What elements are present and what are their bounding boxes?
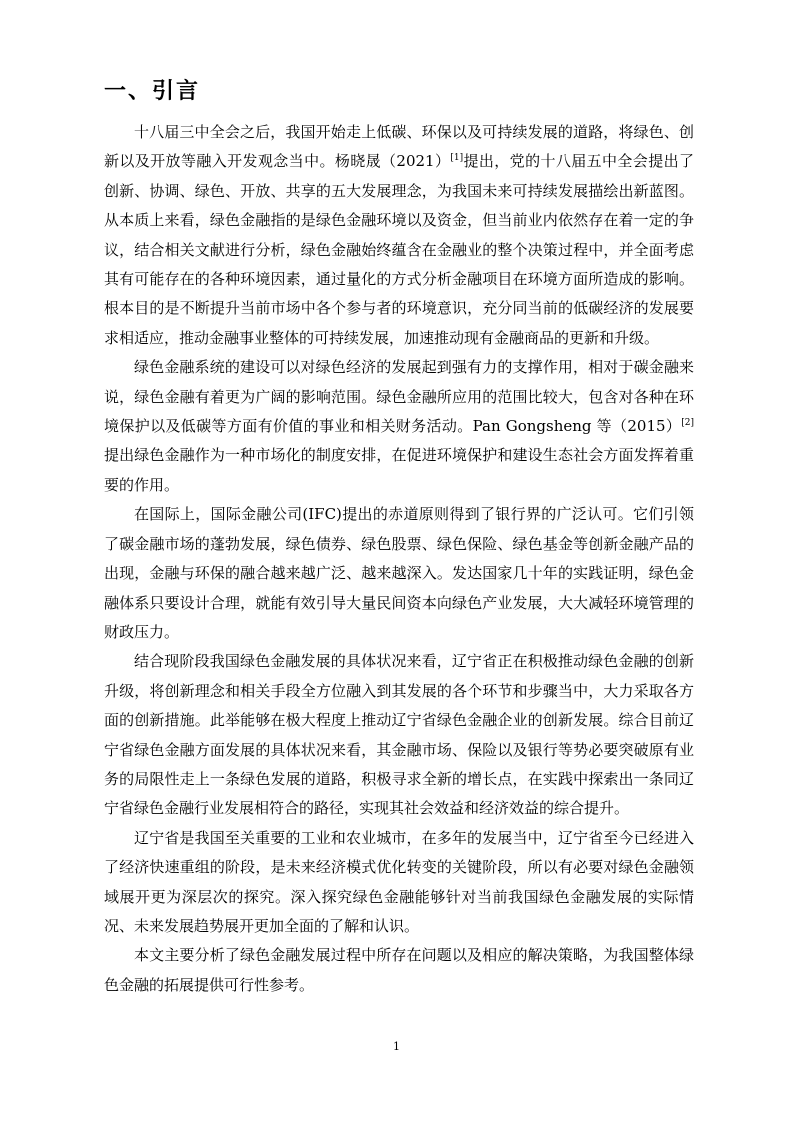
paragraph-1-text-a: 十八届三中全会之后，我国开始走上低碳、环保以及可持续发展的道路，将绿色、创新以及开放等融入开发观念当中。杨晓晟（2021） <box>104 123 694 171</box>
paragraph-4: 结合现阶段我国绿色金融发展的具体状况来看，辽宁省正在积极推动绿色金融的创新升级，将创新理念和相关手段全方位融入到其发展的各个环节和步骤当中，大力采取各方面的创新措施。此举能够在极大程度上推动辽宁省绿色金融企业的创新发展。综合目前辽宁省绿色金融方面发展的具体状况来看，其金融市场、保险以及银行等势必要突破原有业务的局限性走上一条绿色发展的道路，积极寻求全新的增长点，在实践中探索出一条同辽宁省绿色金融行业发展相符合的路径，实现其社会效益和经济效益的综合提升。 <box>104 652 694 818</box>
section-heading: 一、引言 <box>104 79 201 104</box>
paragraph-1 <box>104 118 694 353</box>
paragraph-6: 本文主要分析了绿色金融发展过程中所存在问题以及相应的解决策略，为我国整体绿色金融的拓展提供可行性参考。 <box>104 946 694 994</box>
page-number: 1 <box>393 1040 400 1053</box>
paragraph-1-text-b: 提出，党的十八届五中全会提出了创新、协调、绿色、开放、共享的五大发展理念，为我国未来可持续发展描绘出新蓝图。从本质上来看，绿色金融指的是绿色金融环境以及资金，但当前业内依然存在着一定的争议，结合相关文献进行分析，绿色金融始终蕴含在金融业的整个决策过程中，并全面考虑其有可能存在的各种环境因素，通过量化的方式分析金融项目在环境方面所造成的影响。根本目的是不断提升当前市场中各个参与者的环境意识，充分同当前的低碳经济的发展要求相适应，推动金融事业整体的可持续发展，加速推动现有金融商品的更新和升级。 <box>104 152 694 347</box>
paragraph-2-text-a: 绿色金融系统的建设可以对绿色经济的发展起到强有力的支撑作用，相对于碳金融来说，绿色金融有着更为广阔的影响范围。绿色金融所应用的范围比较大，包含对各种在环境保护以及低碳等方面有价值的事业和相关财务活动。Pan Gongsheng 等（2015） <box>104 358 694 436</box>
citation-1: [1] <box>450 153 464 164</box>
paragraph-2-text-b: 提出绿色金融作为一种市场化的制度安排，在促进环境保护和建设生态社会方面发挥着重要的作用。 <box>104 446 694 494</box>
paragraph-2 <box>104 353 694 500</box>
body-text <box>104 118 694 1000</box>
paragraph-5: 辽宁省是我国至关重要的工业和农业城市，在多年的发展当中，辽宁省至今已经进入了经济快速重组的阶段，是未来经济模式优化转变的关键阶段，所以有必要对绿色金融领域展开更为深层次的探究。深入探究绿色金融能够针对当前我国绿色金融发展的实际情况、未来发展趋势展开更加全面的了解和认识。 <box>104 828 694 935</box>
paragraph-3: 在国际上，国际金融公司(IFC)提出的赤道原则得到了银行界的广泛认可。它们引领了碳金融市场的蓬勃发展，绿色债券、绿色股票、绿色保险、绿色基金等创新金融产品的出现，金融与环保的融合越来越广泛、越来越深入。发达国家几十年的实践证明，绿色金融体系只要设计合理，就能有效引导大量民间资本向绿色产业发展，大大减轻环境管理的财政压力。 <box>104 505 694 641</box>
citation-2: [2] <box>681 418 694 429</box>
